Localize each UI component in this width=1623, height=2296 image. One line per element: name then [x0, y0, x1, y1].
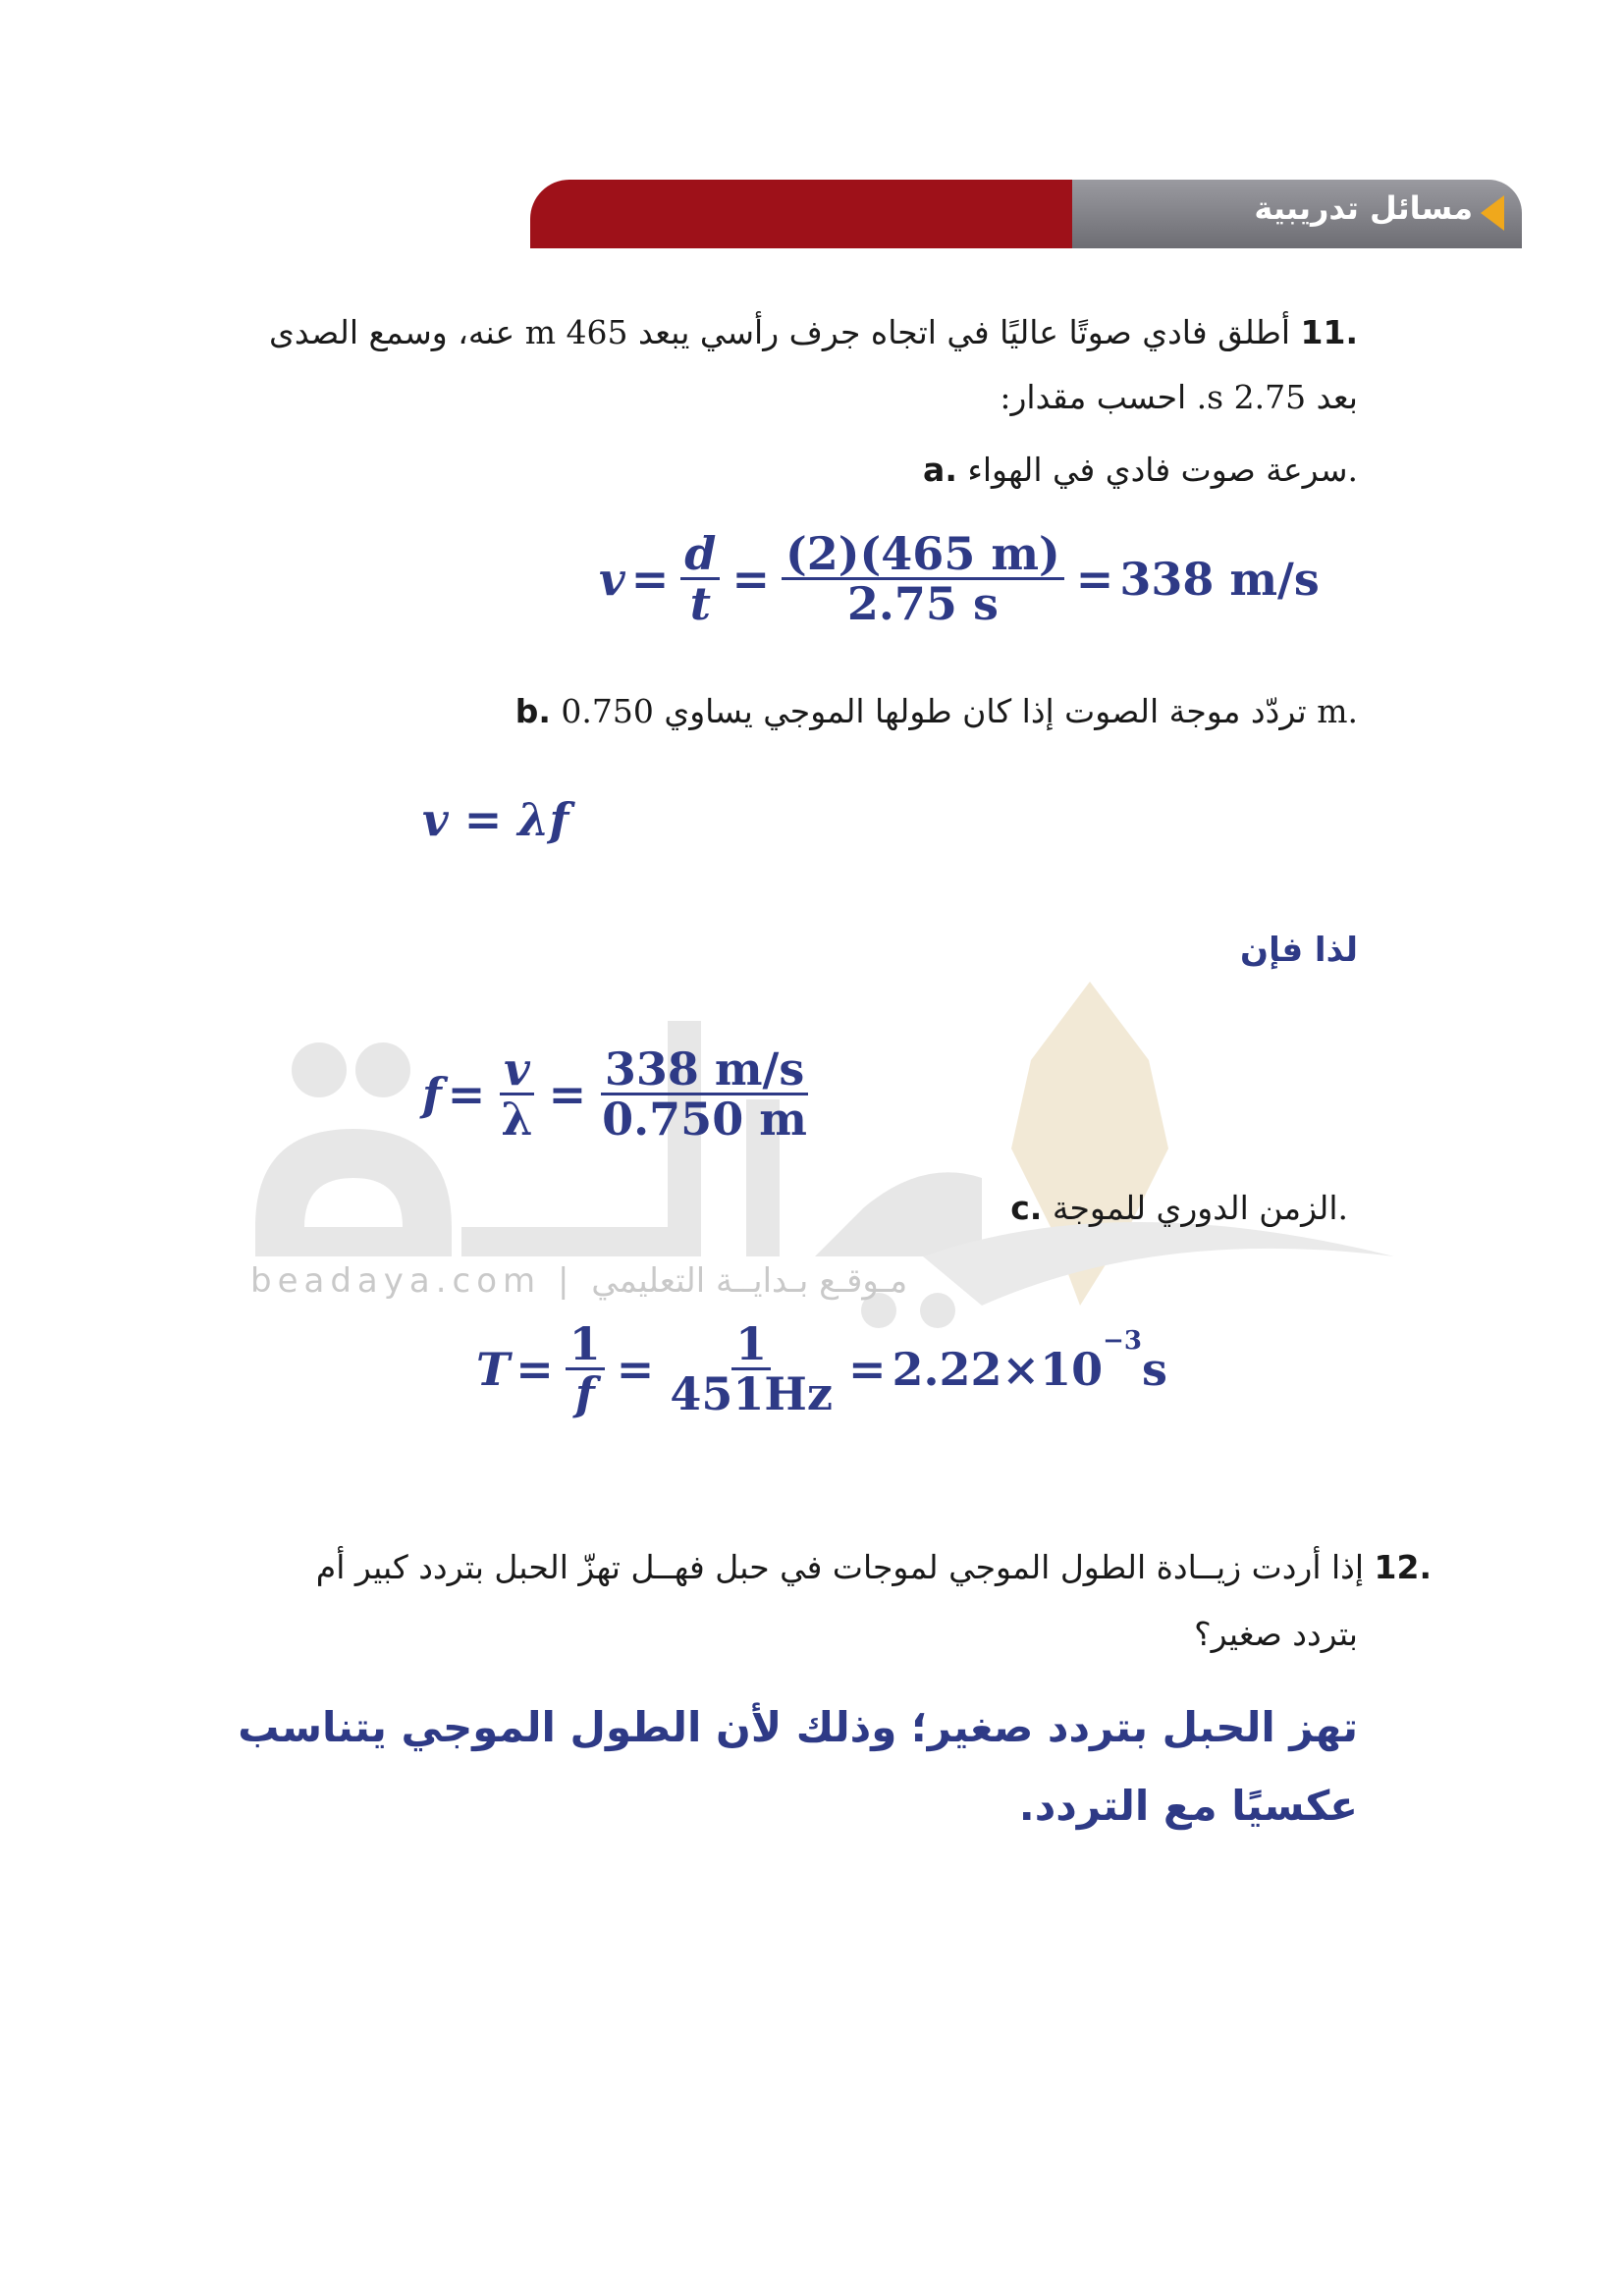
denominator: 0.750 m: [602, 1093, 807, 1146]
q11b-text: تردّد موجة الصوت إذا كان طولها الموجي يساوي 0.750 m.: [561, 692, 1358, 730]
q11-line2: بعد 2.75 s. احسب مقدار:: [1000, 378, 1358, 416]
q11a: [923, 438, 1358, 503]
eq-result: 338 m/s: [1119, 552, 1320, 606]
equation-wave: [422, 793, 568, 846]
q11-number: .11: [1300, 313, 1358, 351]
fraction-values: [666, 1317, 837, 1420]
eq-equals: =: [1075, 552, 1114, 606]
equation-period: [476, 1317, 1167, 1420]
banner-grey-bar: [1072, 180, 1522, 248]
q11-line1-text: أطلق فادي صوتًا عاليًا في اتجاه جرف رأسي يبعد 465 m عنه، وسمع الصدى: [269, 313, 1291, 351]
denominator: 451Hz: [670, 1367, 833, 1420]
numerator: (2)(465 m): [782, 530, 1064, 580]
denominator: t: [689, 577, 711, 630]
eq-equals: =: [731, 552, 770, 606]
denominator: λ: [501, 1093, 533, 1146]
eq-equals: =: [548, 1067, 587, 1121]
fraction-values: [782, 527, 1064, 630]
numerator: d: [680, 530, 720, 580]
fraction-values: [598, 1042, 811, 1146]
q12-answer-line2: عكسيًا مع التردد.: [1018, 1782, 1358, 1830]
denominator: 2.75 s: [846, 577, 999, 630]
triangle-arrow-icon: [1481, 195, 1504, 231]
section-banner: [530, 180, 1522, 248]
eq-T: T: [476, 1342, 511, 1396]
q11c-letter: c.: [1010, 1189, 1043, 1227]
denominator: f: [574, 1367, 595, 1420]
eq-equals: =: [515, 1342, 554, 1396]
fraction-v-lambda: [497, 1042, 536, 1146]
numerator: v: [500, 1045, 534, 1095]
watermark-site: beadaya.com | مـوقـع بـدايــة التعليمي: [250, 1261, 908, 1301]
q11a-letter: a.: [923, 451, 957, 489]
q11-line1: [258, 300, 1358, 365]
equation-speed: [599, 527, 1320, 630]
fraction-d-t: [680, 527, 720, 630]
q12-line1: [302, 1535, 1432, 1600]
q11b-letter: b.: [514, 692, 551, 730]
eq-equals: =: [616, 1342, 655, 1396]
q11a-text: سرعة صوت فادي في الهواء.: [967, 451, 1358, 489]
q12-answer-line1: تهز الحبل بتردد صغير؛ وذلك لأن الطول الموجي يتناسب: [238, 1703, 1358, 1751]
q12-line2: بتردد صغير؟: [1194, 1615, 1358, 1653]
eq-equals: =: [630, 552, 670, 606]
eq-v: v: [599, 552, 625, 606]
q12-number: .12: [1374, 1548, 1432, 1586]
eq-unit: s: [1141, 1342, 1167, 1396]
banner-red-bar: [530, 180, 1080, 248]
q11c: [1010, 1176, 1348, 1241]
eq-wave-text: v = λf: [422, 793, 569, 846]
so-label: لذا فإن: [1240, 931, 1358, 970]
numerator: 338 m/s: [601, 1045, 808, 1095]
equation-frequency: [422, 1042, 817, 1146]
q12-line1-text: إذا أردت زيــادة الطول الموجي لموجات في حبل فهــل تهزّ الحبل بتردد كبير أم: [315, 1548, 1365, 1586]
eq-equals: =: [447, 1067, 486, 1121]
numerator: 1: [731, 1320, 771, 1370]
eq-f: f: [422, 1067, 442, 1121]
numerator: 1: [566, 1320, 605, 1370]
eq-exponent: −3: [1103, 1326, 1142, 1356]
q11b: [515, 679, 1358, 744]
q11c-text: الزمن الدوري للموجة.: [1052, 1189, 1348, 1227]
banner-title: مسائل تدريبية: [1254, 189, 1473, 227]
eq-result: 2.22×10: [892, 1342, 1104, 1396]
eq-equals: =: [847, 1342, 887, 1396]
fraction-1-f: [566, 1317, 605, 1420]
